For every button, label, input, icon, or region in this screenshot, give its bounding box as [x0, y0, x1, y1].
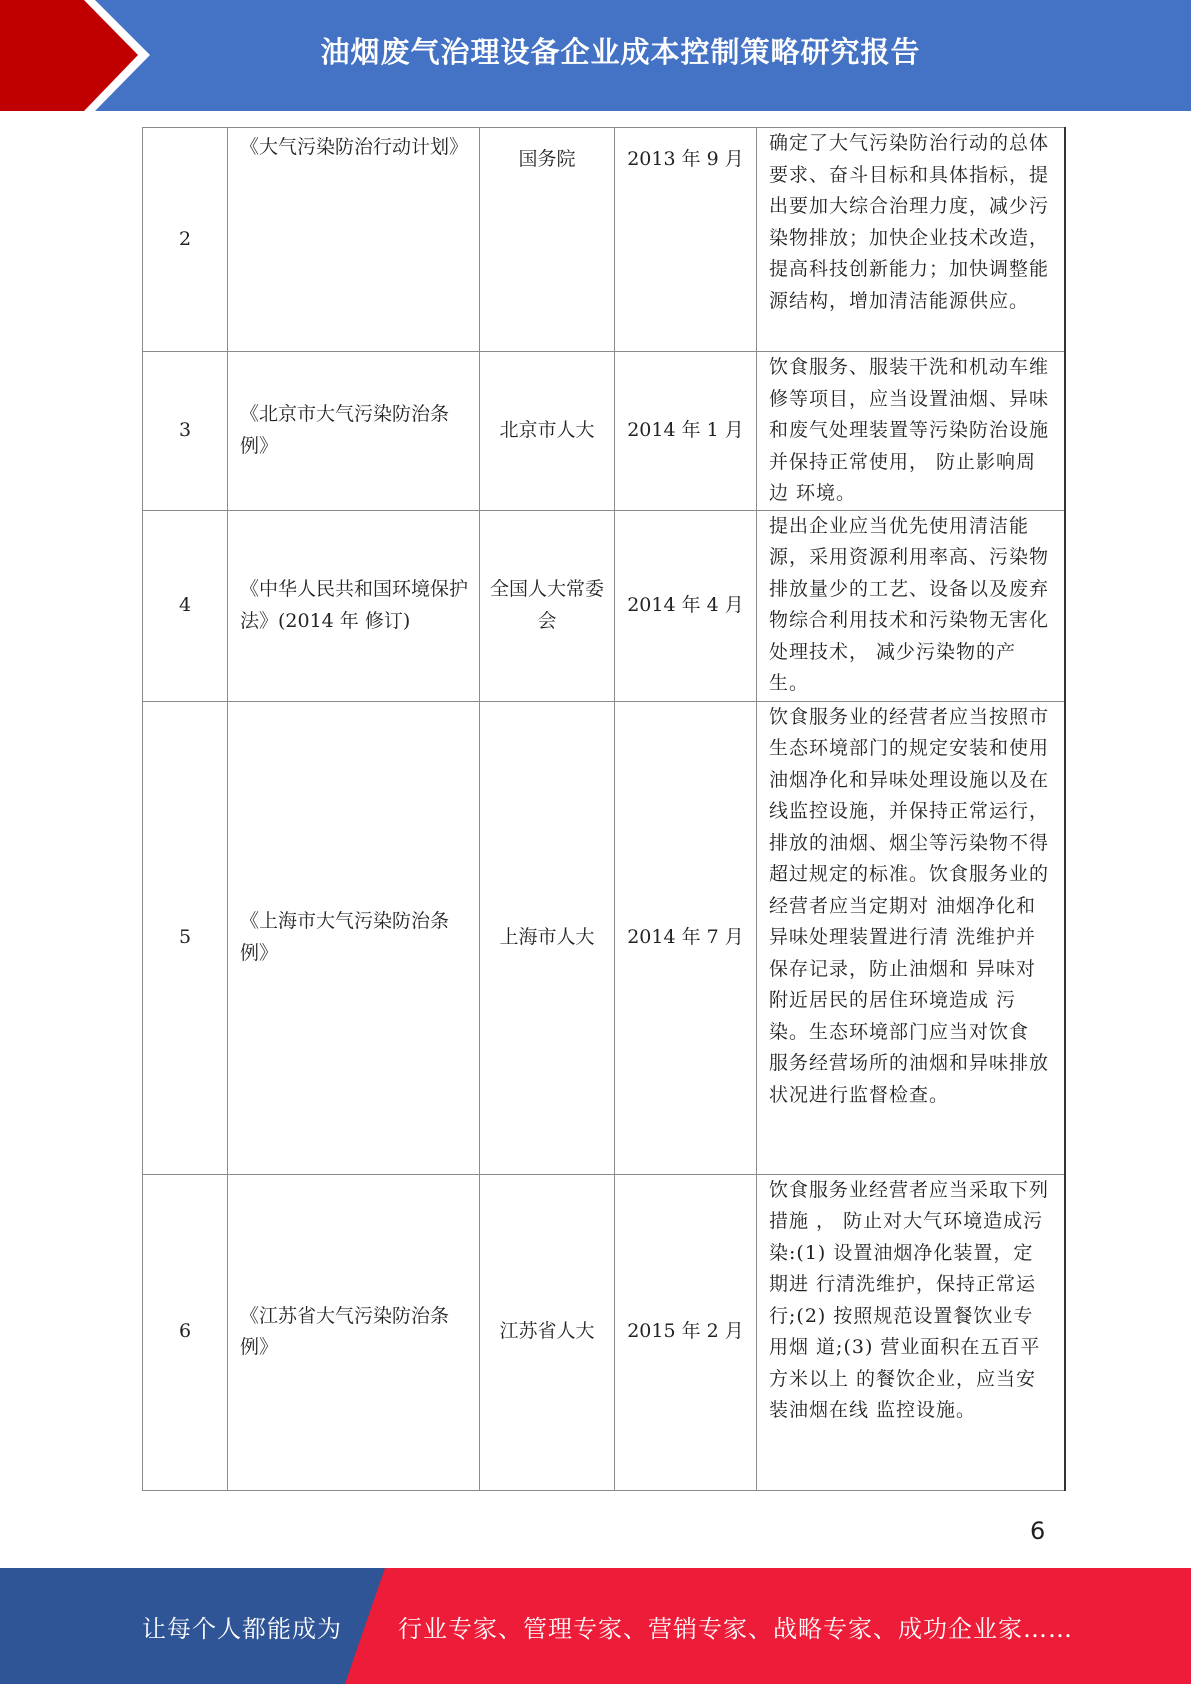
- issue-date: 2014 年 7 月: [615, 701, 757, 1174]
- table-row: [143, 510, 1066, 701]
- row-number: 5: [143, 701, 228, 1174]
- page-header: [0, 0, 1191, 111]
- regulation-name: 《上海市大气污染防治条例》: [228, 701, 480, 1174]
- regulation-name: 《北京市大气污染防治条例》: [228, 352, 480, 511]
- table-row: [143, 1174, 1066, 1490]
- issue-date: 2013 年 9 月: [615, 128, 757, 352]
- issue-date: 2015 年 2 月: [615, 1174, 757, 1490]
- table-row: [143, 352, 1066, 511]
- regulation-content: 饮食服务、服装干洗和机动车维 修等项目，应当设置油烟、异味 和废气处理装置等污染防治设施 并保持正常使用， 防止影响周边 环境。: [757, 352, 1066, 511]
- row-number: 3: [143, 352, 228, 511]
- regulation-name: 《中华人民共和国环境保护法》(2014 年 修订): [228, 510, 480, 701]
- regulations-table: [142, 127, 1066, 1491]
- table-row: [143, 701, 1066, 1174]
- footer-slogan-left: 让每个人都能成为: [142, 1614, 342, 1643]
- issue-date: 2014 年 1 月: [615, 352, 757, 511]
- issuing-body: 北京市人大: [480, 352, 615, 511]
- report-title: 油烟废气治理设备企业成本控制策略研究报告: [320, 34, 921, 69]
- issuing-body: 上海市人大: [480, 701, 615, 1174]
- issuing-body: 全国人大常委会: [480, 510, 615, 701]
- row-number: 4: [143, 510, 228, 701]
- page-number: 6: [1030, 1517, 1046, 1545]
- regulation-content: 确定了大气污染防治行动的总体 要求、奋斗目标和具体指标，提出要加大综合治理力度，减少污 染物排放；加快企业技术改造， 提高科技创新能力；加快调整能 源结构，增加清洁能源供应。: [757, 128, 1066, 352]
- regulation-content: 饮食服务业的经营者应当按照市 生态环境部门的规定安装和使用 油烟净化和异味处理设施以及在 线监控设施，并保持正常运行， 排放的油烟、烟尘等污染物不得 超过规定的标准。饮食服务业的经营者应当定期对 油烟净化和异味处理装置进行清 洗维护并保存记录，防止油烟和 异味对附近居民的居住环境造成 污染。生态环境部门应当对饮食 服务经营场所的油烟和异味排放 状况进行监督检查。: [757, 701, 1066, 1174]
- header-chevron-icon: [0, 0, 138, 111]
- page-footer: [0, 1568, 1191, 1684]
- regulation-content: 提出企业应当优先使用清洁能 源，采用资源利用率高、污染物排放量少的工艺、设备以及废弃 物综合利用技术和污染物无害化 处理技术， 减少污染物的产生。: [757, 510, 1066, 701]
- regulation-name: 《江苏省大气污染防治条例》: [228, 1174, 480, 1490]
- issue-date: 2014 年 4 月: [615, 510, 757, 701]
- regulation-content: 饮食服务业经营者应当采取下列 措施 ， 防止对大气环境造成污 染:(1) 设置油烟净化装置，定期进 行清洗维护，保持正常运行;(2) 按照规范设置餐饮业专用烟 道;(3) 营业面积在五百平方米以上 的餐饮企业，应当安装油烟在线 监控设施。: [757, 1174, 1066, 1490]
- row-number: 6: [143, 1174, 228, 1490]
- table-row: [143, 128, 1066, 352]
- row-number: 2: [143, 128, 228, 352]
- footer-slogan-right: 行业专家、管理专家、营销专家、战略专家、成功企业家……: [398, 1614, 1073, 1643]
- regulation-name: 《大气污染防治行动计划》: [228, 128, 480, 352]
- issuing-body: 江苏省人大: [480, 1174, 615, 1490]
- issuing-body: 国务院: [480, 128, 615, 352]
